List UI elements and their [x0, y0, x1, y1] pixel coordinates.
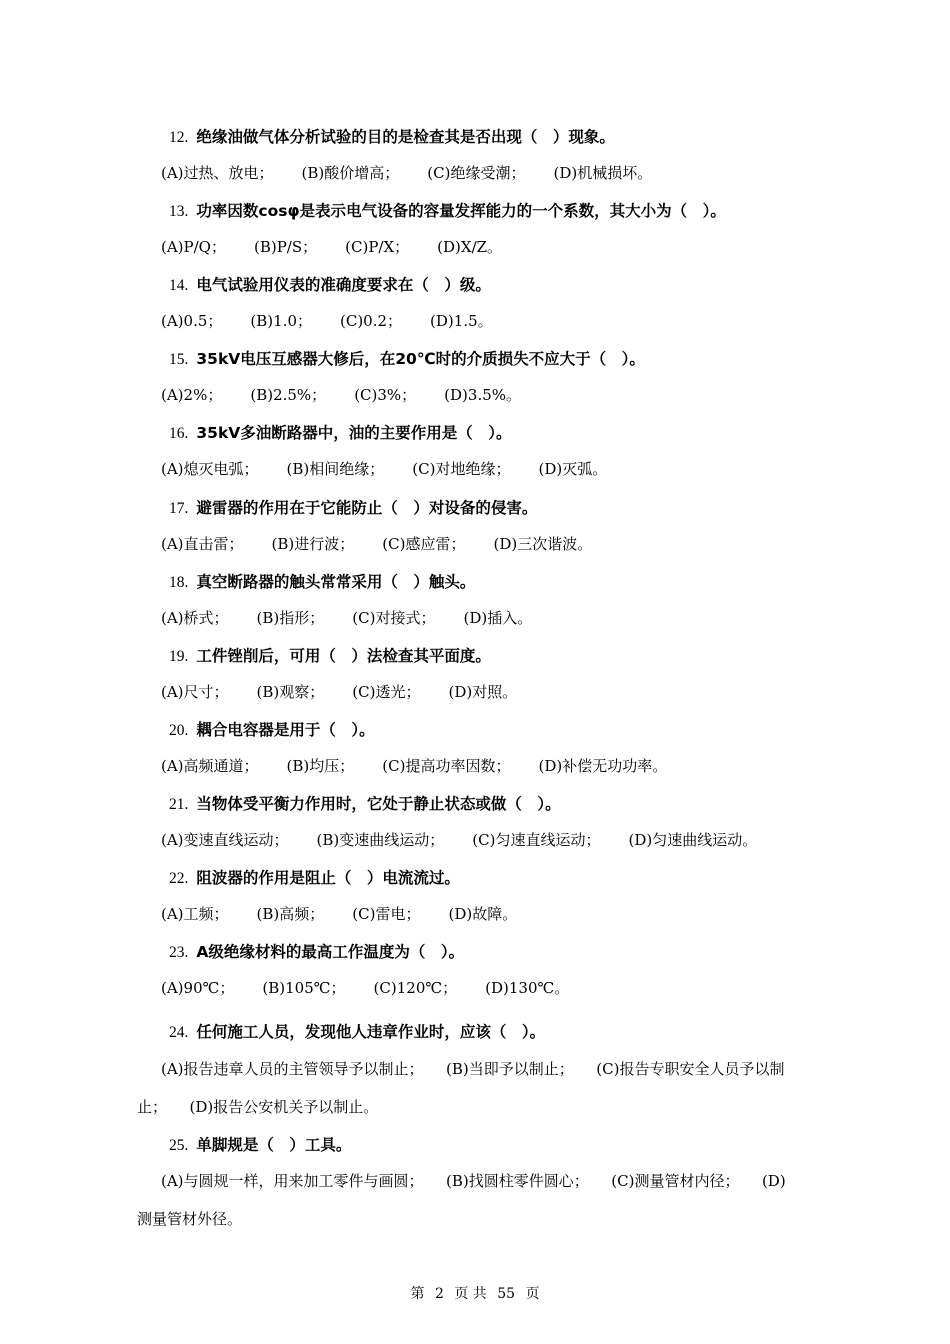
option-d: (D)匀速曲线运动。	[628, 830, 758, 849]
question-text: 真空断路器的触头常常采用（ ）触头。	[196, 572, 476, 591]
option-b: (B)相间绝缘；	[286, 460, 385, 479]
option-b: (B)酸价增高；	[301, 164, 400, 182]
question-text: 单脚规是（ ）工具。	[196, 1136, 352, 1154]
option-b: (B)指形；	[256, 608, 325, 627]
option-a: (A)尺寸；	[161, 682, 229, 701]
question-text: 35kV电压互感器大修后，在20℃时的介质损失不应大于（ ）。	[196, 350, 645, 369]
question-number: 15.	[169, 351, 189, 369]
footer-total-pages: 55	[497, 1286, 516, 1302]
question-text: 35kV多油断路器中，油的主要作用是（ ）。	[196, 424, 512, 443]
option-c: (C)匀速直线运动；	[472, 830, 601, 849]
question-text: 当物体受平衡力作用时，它处于静止状态或做（ ）。	[196, 794, 561, 813]
option-b: (B)105℃；	[262, 979, 346, 998]
question-17	[169, 496, 537, 518]
option-d: (D)插入。	[463, 608, 533, 627]
option-d: (D)X/Z。	[437, 238, 503, 257]
question-text: 任何施工人员，发现他人违章作业时，应该（ ）。	[196, 1023, 546, 1041]
question-text: A级绝缘材料的最高工作温度为（ ）。	[196, 943, 465, 962]
option-c: (C)透光；	[352, 682, 421, 701]
option-b: (B)观察；	[256, 682, 325, 701]
option-b: (B)P/S；	[253, 238, 318, 257]
question-25-options-line1: (A)与圆规一样，用来加工零件与画圆； (B)找圆柱零件圆心； (C)测量管材内径； (D)	[161, 1172, 786, 1190]
option-c: (C)雷电；	[352, 905, 421, 923]
footer-end-label: 页	[525, 1286, 540, 1302]
question-24-options-line1: (A)报告违章人员的主管领导予以制止； (B)当即予以制止； (C)报告专职安全人员予以制	[161, 1060, 785, 1078]
question-text: 避雷器的作用在于它能防止（ ）对设备的侵害。	[196, 498, 538, 517]
option-b: (B)2.5%；	[250, 386, 327, 405]
option-a: (A)2%；	[161, 386, 223, 405]
question-13	[169, 199, 726, 221]
option-d: (D)三次谐波。	[493, 534, 593, 553]
option-b: (B)变速曲线运动；	[316, 830, 445, 849]
option-a: (A)工频；	[161, 905, 229, 923]
option-d: (D)130℃。	[485, 979, 570, 998]
option-a: (A)P/Q；	[161, 238, 226, 257]
question-options	[161, 533, 620, 554]
question-22	[169, 866, 460, 888]
question-options	[161, 977, 597, 998]
question-options	[161, 384, 549, 405]
question-number: 14.	[169, 277, 189, 295]
question-options	[161, 607, 560, 628]
question-24-options-line2: 止； (D)报告公安机关予以制止。	[137, 1098, 379, 1116]
option-d: (D)故障。	[448, 905, 518, 923]
option-a: (A)过热、放电；	[161, 164, 274, 182]
question-text: 工件锉削后，可用（ ）法检查其平面度。	[196, 646, 491, 665]
question-number: 19.	[169, 647, 189, 665]
option-c: (C)对接式；	[352, 608, 436, 627]
footer-page-number: 2	[434, 1286, 444, 1302]
option-c: (C)3%；	[354, 386, 417, 405]
option-a: (A)高频通道；	[161, 756, 259, 775]
option-d: (D)3.5%。	[444, 386, 522, 405]
option-c: (C)P/X；	[345, 238, 410, 257]
question-25-options-line2: 测量管材外径。	[137, 1210, 243, 1228]
question-number: 23.	[169, 944, 189, 962]
page-footer	[0, 1283, 950, 1303]
option-b: (B)进行波；	[271, 534, 355, 553]
option-c: (C)提高功率因数；	[382, 756, 511, 775]
question-number: 22.	[169, 870, 189, 887]
question-23	[169, 940, 464, 962]
question-24	[169, 1020, 545, 1042]
option-c: (C)120℃；	[373, 979, 458, 998]
option-a: (A)90℃；	[161, 979, 235, 998]
question-12	[169, 125, 615, 147]
option-a: (A)变速直线运动；	[161, 830, 289, 849]
option-b: (B)均压；	[286, 756, 355, 775]
question-16	[169, 421, 512, 443]
question-number: 20.	[169, 721, 189, 739]
question-number: 16.	[169, 425, 189, 443]
question-text: 电气试验用仪表的准确度要求在（ ）级。	[196, 276, 491, 295]
question-options	[161, 755, 695, 776]
option-c: (C)绝缘受潮；	[427, 164, 526, 182]
option-d: (D)对照。	[448, 682, 518, 701]
question-options	[161, 681, 545, 702]
question-19	[169, 644, 491, 666]
question-25	[169, 1133, 351, 1155]
question-number: 24.	[169, 1024, 189, 1041]
question-options	[161, 162, 680, 183]
question-text: 耦合电容器是用于（ ）。	[196, 720, 375, 739]
question-options	[161, 458, 635, 479]
footer-page-label: 第	[410, 1286, 425, 1302]
option-d: (D)灭弧。	[538, 460, 608, 479]
question-15	[169, 347, 645, 369]
option-a: (A)熄灭电弧；	[161, 460, 259, 479]
question-text: 功率因数cosφ是表示电气设备的容量发挥能力的一个系数，其大小为（ ）。	[196, 202, 726, 221]
question-21	[169, 792, 561, 814]
question-options	[161, 310, 521, 331]
question-text: 阻波器的作用是阻止（ ）电流流过。	[196, 869, 460, 887]
option-d: (D)补偿无功功率。	[538, 756, 668, 775]
option-b: (B)高频；	[256, 905, 325, 923]
option-c: (C)感应雷；	[382, 534, 466, 553]
question-options	[161, 236, 530, 257]
option-a: (A)桥式；	[161, 608, 229, 627]
option-d: (D)机械损坏。	[553, 164, 653, 182]
question-14	[169, 273, 491, 295]
question-number: 13.	[169, 203, 189, 221]
question-20	[169, 718, 375, 740]
option-c: (C)0.2；	[340, 312, 403, 331]
question-text: 绝缘油做气体分析试验的目的是检查其是否出现（ ）现象。	[196, 128, 615, 146]
option-d: (D)1.5。	[430, 312, 493, 331]
question-number: 25.	[169, 1137, 189, 1154]
question-number: 18.	[169, 573, 189, 591]
option-c: (C)对地绝缘；	[412, 460, 511, 479]
question-number: 17.	[169, 499, 189, 517]
question-options	[161, 903, 545, 924]
footer-of-label: 页 共	[454, 1286, 487, 1302]
option-a: (A)直击雷；	[161, 534, 244, 553]
option-a: (A)0.5；	[161, 312, 223, 331]
question-options	[161, 829, 785, 850]
question-number: 12.	[169, 129, 189, 146]
question-number: 21.	[169, 795, 189, 813]
question-18	[169, 570, 475, 592]
option-b: (B)1.0；	[250, 312, 312, 331]
